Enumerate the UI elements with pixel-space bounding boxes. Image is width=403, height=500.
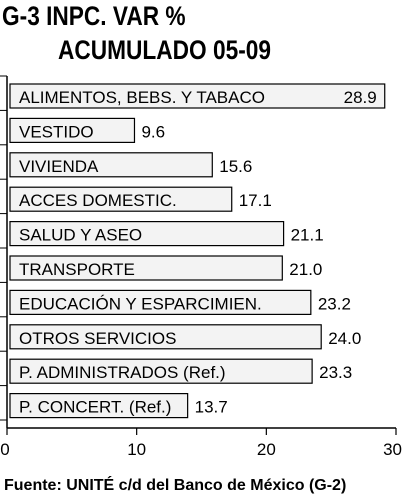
bar-category-label: ALIMENTOS, BEBS. Y TABACO [19,88,265,107]
bar-value-label: 21.1 [290,225,324,245]
bar-category-label: P. CONCERT. (Ref.) [19,397,172,417]
x-tick-label: 0 [0,440,10,459]
bar-category-label: VESTIDO [19,122,94,142]
bar-category-label: ACCES DOMESTIC. [19,191,177,211]
x-tick-label: 30 [383,440,402,459]
bar-value-label: 21.0 [289,260,323,279]
bar-value-label: 17.1 [238,191,272,211]
chart-title: G-3 INPC. VAR % [2,1,186,31]
bar-value-label: 9.6 [141,122,166,142]
bar-value-label: 23.3 [319,363,353,383]
source-note: Fuente: UNITÉ c/d del Banco de México (G-2) [4,477,347,494]
bar-value-label: 24.0 [328,328,362,348]
bars [10,84,385,418]
chart-subtitle: ACUMULADO 05-09 [58,35,271,65]
bar-category-label: P. ADMINISTRADOS (Ref.) [19,363,226,383]
bar-category-label: OTROS SERVICIOS [19,328,177,348]
bar-value-label: 23.2 [317,294,351,314]
x-tick-label: 10 [127,440,147,459]
bar-value-label: 15.6 [219,156,253,176]
x-tick-label: 20 [256,440,276,459]
bar-category-label: EDUCACIÓN Y ESPARCIMIEN. [19,294,262,314]
bar-category-label: VIVIENDA [19,156,99,176]
bar-value-label: 28.9 [343,88,377,107]
bar-value-label: 13.7 [194,397,228,417]
bar-category-label: SALUD Y ASEO [19,225,143,245]
bar-category-label: TRANSPORTE [19,260,135,279]
